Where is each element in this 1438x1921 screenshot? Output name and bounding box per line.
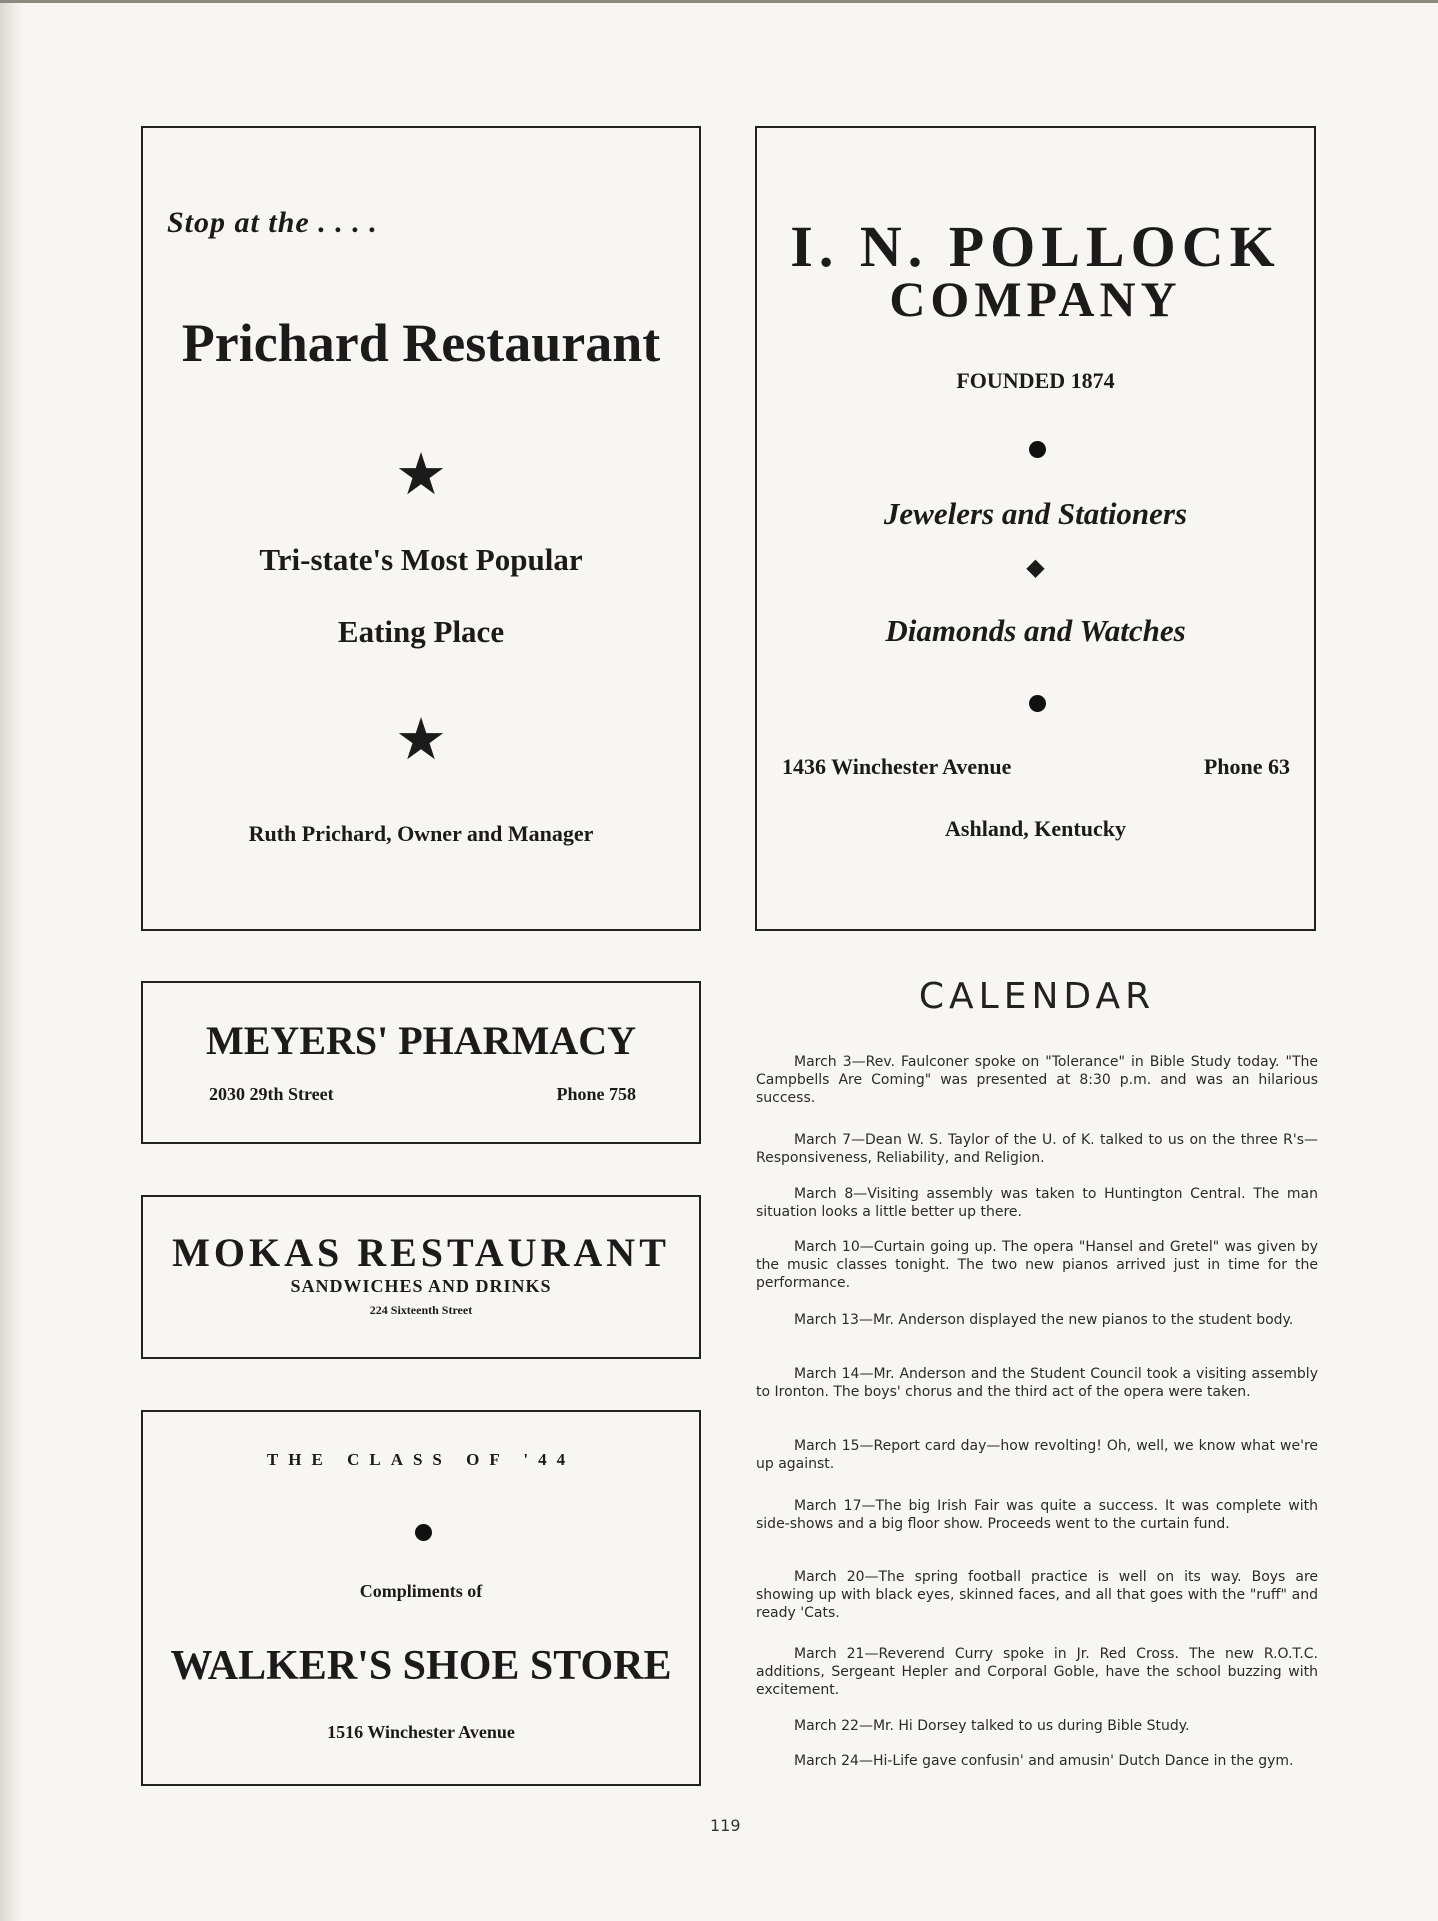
calendar-entries — [756, 1717, 1318, 1735]
prichard-restaurant-ad — [141, 126, 701, 931]
mokas-name: MOKAS RESTAURANT — [172, 1230, 670, 1275]
calendar-entry: March 17—The big Irish Fair was quite a success. It was complete with side-shows and a big floor show. Proceeds went to the curtain fund. — [756, 1498, 1318, 1532]
pollock-line-1: Jewelers and Stationers — [883, 496, 1188, 531]
meyers-phone: Phone 758 — [556, 1084, 636, 1104]
mokas-address: 224 Sixteenth Street — [369, 1303, 473, 1317]
meyers-name: MEYERS' PHARMACY — [206, 1018, 636, 1063]
prichard-tagline-1: Tri-state's Most Popular — [259, 542, 583, 577]
calendar-entries — [756, 1311, 1318, 1329]
pollock-name-line-1: I. N. POLLOCK — [790, 214, 1281, 279]
walker-name: WALKER'S SHOE STORE — [170, 1643, 672, 1689]
bullet-icon — [415, 1524, 432, 1541]
meyers-address: 2030 29th Street — [209, 1084, 334, 1104]
calendar-entry: March 10—Curtain going up. The opera "Hansel and Gretel" was given by the music classes tonight. The two new pianos arrived just in time for the performance. — [756, 1239, 1318, 1291]
calendar-entry: March 21—Reverend Curry spoke in Jr. Red Cross. The new R.O.T.C. additions, Sergeant Hepler and Corporal Goble, have the school buzzing with excitement. — [756, 1646, 1318, 1698]
calendar-entry: March 13—Mr. Anderson displayed the new pianos to the student body. — [794, 1312, 1294, 1328]
calendar-entry: March 15—Report card day—how revolting! Oh, well, we know what we're up against. — [756, 1438, 1318, 1472]
calendar-entry: March 8—Visiting assembly was taken to Huntington Central. The man situation looks a little better up there. — [756, 1186, 1318, 1220]
walker-address: 1516 Winchester Avenue — [327, 1722, 515, 1742]
calendar-entries — [756, 1365, 1318, 1401]
calendar-entries — [756, 1437, 1318, 1473]
mokas-restaurant-ad — [141, 1195, 701, 1359]
pollock-address: 1436 Winchester Avenue — [782, 754, 1012, 779]
bullet-icon — [1029, 441, 1046, 458]
calendar-entry: March 7—Dean W. S. Taylor of the U. of K. talked to us on the three R's—Responsiveness, Reliability, and Religion. — [756, 1132, 1318, 1166]
calendar-title: CALENDAR — [918, 976, 1156, 1017]
pollock-founded: FOUNDED 1874 — [956, 368, 1115, 393]
bullet-icon — [1029, 695, 1046, 712]
meyers-pharmacy-ad — [141, 981, 701, 1144]
calendar-entries — [756, 1131, 1318, 1167]
star-icon: ★ — [395, 440, 447, 508]
star-icon: ★ — [395, 705, 447, 773]
calendar-entries — [756, 1752, 1318, 1770]
page-spine-shadow — [0, 0, 22, 1921]
calendar-entries — [756, 1497, 1318, 1533]
calendar-entry: March 20—The spring football practice is well on its way. Boys are showing up with black eyes, skinned faces, and all that goes with the "ruff" and ready 'Cats. — [756, 1569, 1318, 1621]
page-number: 119 — [710, 1816, 741, 1835]
pollock-name-line-2: COMPANY — [889, 271, 1182, 327]
calendar-entries — [756, 1185, 1318, 1221]
prichard-name: Prichard Restaurant — [181, 313, 661, 373]
calendar-entry: March 3—Rev. Faulconer spoke on "Tolerance" in Bible Study today. "The Campbells Are Coming" was presented at 8:30 p.m. and was an hilarious success. — [756, 1054, 1318, 1106]
calendar-entries — [756, 1645, 1318, 1699]
prichard-tagline-2: Eating Place — [337, 614, 505, 649]
pollock-phone: Phone 63 — [1203, 754, 1290, 779]
diamond-icon: ◆ — [1026, 553, 1045, 581]
mokas-subtitle: SANDWICHES AND DRINKS — [290, 1276, 552, 1296]
pollock-line-2: Diamonds and Watches — [885, 613, 1186, 648]
walkers-shoe-store-ad — [141, 1410, 701, 1786]
calendar-entries — [756, 1568, 1318, 1622]
pollock-company-ad — [755, 126, 1316, 931]
class-of-44-header: THE CLASS OF '44 — [266, 1450, 576, 1469]
walker-compliments: Compliments of — [359, 1581, 483, 1601]
calendar-entries — [756, 1053, 1318, 1107]
prichard-owner: Ruth Prichard, Owner and Manager — [248, 821, 594, 846]
calendar-entries — [756, 1238, 1318, 1292]
calendar-entry: March 24—Hi-Life gave confusin' and amusin' Dutch Dance in the gym. — [794, 1753, 1294, 1769]
pollock-city: Ashland, Kentucky — [945, 816, 1126, 841]
page-top-edge — [0, 0, 1438, 3]
calendar-entry: March 22—Mr. Hi Dorsey talked to us during Bible Study. — [794, 1718, 1190, 1734]
calendar-entry: March 14—Mr. Anderson and the Student Council took a visiting assembly to Ironton. The boys' chorus and the third act of the opera were taken. — [756, 1366, 1318, 1400]
prichard-intro: Stop at the . . . . — [167, 206, 378, 239]
